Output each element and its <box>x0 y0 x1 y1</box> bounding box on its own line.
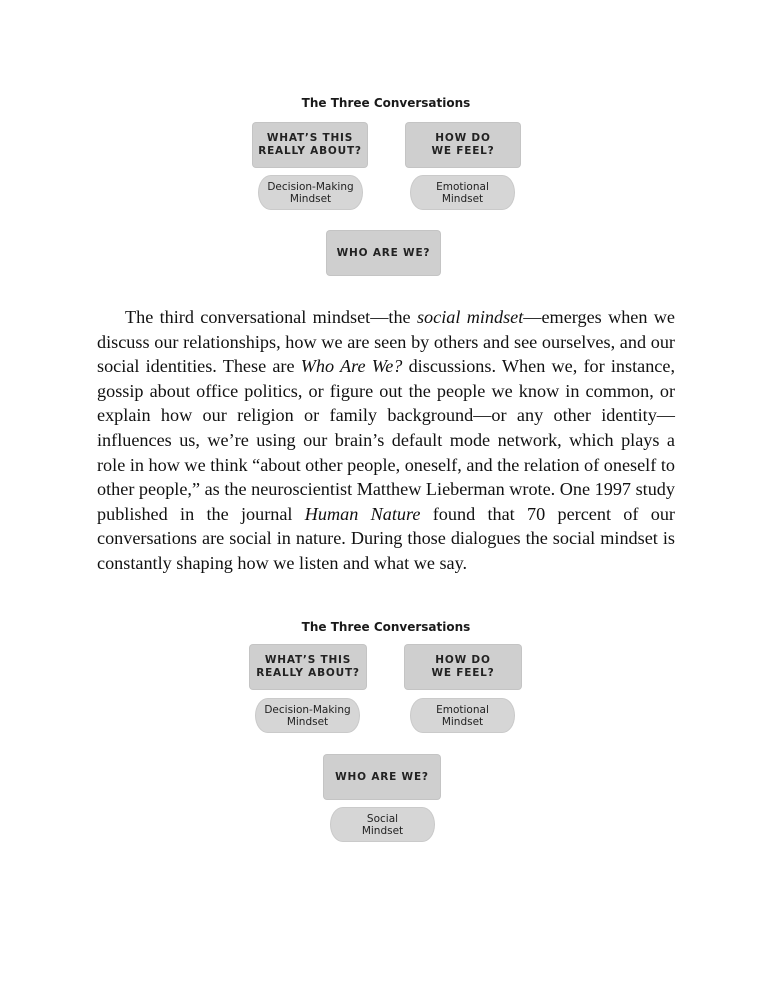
text-run: The third conversational mindset—the <box>125 307 417 327</box>
box-how-do-we-feel <box>405 645 521 689</box>
box-line: REALLY ABOUT? <box>256 667 360 679</box>
text-run: discussions. When we, for instance, gossip about office politics, or figure out the people we know in common, or explain how our religion or family background—or any other identity—influences us, we’re using our brain’s default mode network, which plays a role in how we think “about other people, oneself, and the relation of oneself to other people,” as the neuroscientist Matthew Lieberman wrote. One 1997 study published in the journal <box>97 356 675 524</box>
pill-line: Mindset <box>289 192 332 205</box>
body-paragraph <box>97 305 675 576</box>
pill-decision-making-mindset <box>259 176 362 209</box>
pill-line: Emotional <box>436 703 489 716</box>
pill-line: Decision-Making <box>267 180 354 193</box>
pill-decision-making-mindset <box>256 699 359 732</box>
pill-line: Mindset <box>441 192 484 205</box>
italic-who-are-we: Who Are We? <box>300 356 403 377</box>
pill-emotional-mindset <box>411 176 514 209</box>
box-whats-this-really-about <box>250 645 366 689</box>
box-line: REALLY ABOUT? <box>258 145 362 157</box>
box-who-are-we: WHO ARE WE? <box>324 755 440 799</box>
pill-emotional-mindset <box>411 699 514 732</box>
box-line: HOW DO <box>435 654 491 666</box>
pill-line: Decision-Making <box>264 703 351 716</box>
pill-line: Emotional <box>436 180 489 193</box>
box-how-do-we-feel <box>406 123 520 167</box>
pill-line: Mindset <box>361 824 404 837</box>
pill-line: Mindset <box>286 715 329 728</box>
box-line: WE FEEL? <box>431 667 495 679</box>
pill-social-mindset <box>331 808 434 841</box>
pill-line: Mindset <box>441 715 484 728</box>
italic-human-nature: Human Nature <box>304 503 421 524</box>
pill-line: Social <box>366 812 399 825</box>
diagram-title: The Three Conversations <box>301 96 471 110</box>
diagram-title: The Three Conversations <box>301 620 471 634</box>
box-line: HOW DO <box>435 132 491 144</box>
box-whats-this-really-about <box>253 123 367 167</box>
italic-social-mindset: social mindset <box>416 307 524 327</box>
box-line: WHAT’S THIS <box>266 132 354 144</box>
box-who-are-we: WHO ARE WE? <box>327 231 440 275</box>
box-line: WE FEEL? <box>431 145 495 157</box>
box-line: WHAT’S THIS <box>264 654 352 666</box>
text-run: found that 70 percent of our conversations are social in nature. During those dialogues the social mindset is constantly shaping how we listen and what we say. <box>97 503 675 573</box>
text-run: —emerges when we discuss our relationships, how we are seen by others and see ourselves, and our social identities. These are <box>97 307 675 377</box>
